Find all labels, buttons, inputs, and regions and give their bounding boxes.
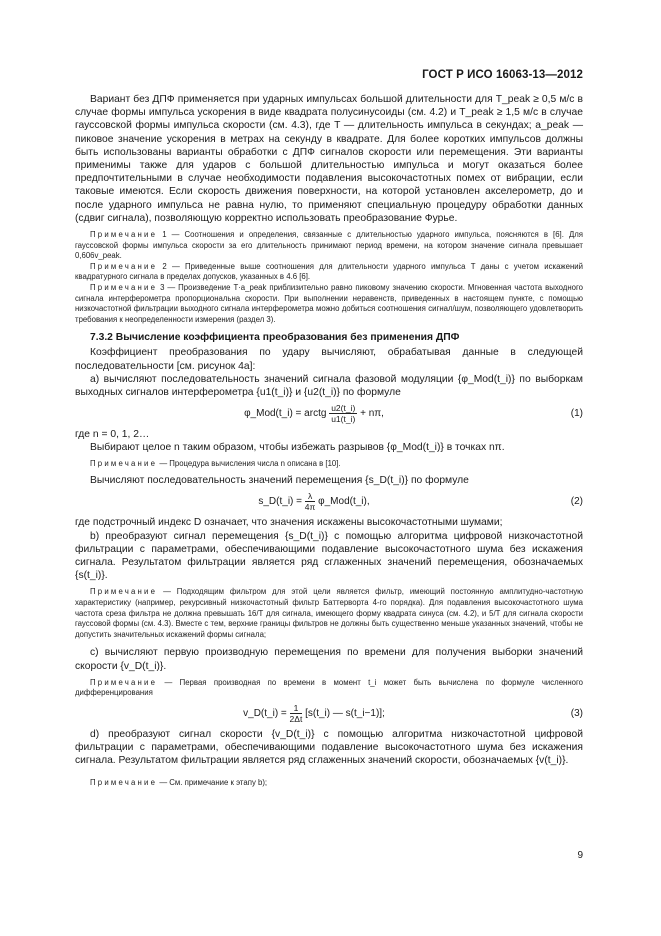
formula-1: φ_Mod(t_i) = arctg $\frac{u2(t\_i)}{u1(t\_i)}$ + nπ, (1): [244, 403, 583, 425]
note: Примечание — Процедура вычисления числа n описана в [10].: [90, 458, 341, 468]
note: Примечание — См. примечание к этапу b);: [90, 777, 268, 787]
paragraph: d) преобразуют сигнал скорости {v_D(t_i)} с помощью алгоритма низкочастотной цифровой фильтрации с параметрами, обеспечивающими подавление высокочастотного шума без искажения сигнала. Результатом фильтрации является ряд сглаженных значений скорости, обозначаемых {v(t_i)}.: [75, 728, 583, 767]
paragraph: Вычисляют последовательность значений перемещения {s_D(t_i)} по формуле: [90, 475, 469, 487]
note-label: Примечание: [90, 587, 158, 597]
document-header: ГОСТ Р ИСО 16063-13—2012: [422, 69, 583, 81]
note: Примечание — Подходящим фильтром для этой цели является фильтр, имеющий постоянную амплитудно-частотную характеристику (например, рекурсивный низкочастотный фильтр Баттерворта 4-го порядка). Для подавления высокочастотного шума частота среза фильтра не должна превышать 16/T для сигнала, имеющего форму квадрата синуса (см. 4.2), и 5/T для сигнала скорости гауссовой формы (см. 4.3). Вместе с тем, верхние границы фильтров не должны быть существенно меньше указанных значений, чтобы не допустить значительных искажений формы сигнала;: [75, 587, 584, 639]
paragraph: a) вычисляют последовательность значений сигнала фазовой модуляции {φ_Mod(t_i)} по выборкам выходных сигналов интерферометра {u1(t_i)} и {u2(t_i)} по формуле: [75, 373, 583, 398]
paragraph: Выбирают целое n таким образом, чтобы избежать разрывов {φ_Mod(t_i)} в точках nπ.: [90, 442, 505, 454]
fraction: $\frac{u2(t\_i)}{u1(t\_i)}$: [331, 403, 356, 425]
note: Примечание 1 — Соотношения и определения, связанные с длительностью ударного импульса, поясняются в [6]. Для гауссовской формы импульса скорости за его длительность принимают период времени, на котором значение сигнала превышает 0,606v_peak.: [75, 230, 583, 261]
note-label: Примечание: [90, 458, 158, 468]
page-number: 9: [577, 850, 583, 861]
fraction: $\frac{1}{2\Delta t}$: [289, 702, 303, 724]
paragraph: b) преобразуют сигнал перемещения {s_D(t_i)} с помощью алгоритма цифровой низкочастотной фильтрации с параметрами, обеспечивающими подавление высокочастотного шума без искажения сигнала. Результатом фильтрации является ряд сглаженных значений перемещения, обозначаемых {s(t_i)}.: [75, 530, 583, 582]
note-label: Примечание: [90, 777, 158, 787]
note: Примечание 2 — Приведенные выше соотношения для длительности ударного импульса T даны с учетом искажений квадратурного сигнала в пределах допусков, указанных в 4.6 [6].: [75, 261, 583, 282]
section-heading: 7.3.2 Вычисление коэффициента преобразования без применения ДПФ: [90, 332, 460, 344]
formula-number: (3): [570, 707, 583, 719]
paragraph: где подстрочный индекс D означает, что значения искажены высокочастотными шумами;: [75, 517, 503, 529]
formula-3: v_D(t_i) = $\frac{1}{2\Delta t}$ [s(t_i) — s(t_i−1)]; (3): [243, 702, 583, 724]
formula-number: (2): [570, 496, 583, 508]
note-label: Примечание: [90, 677, 158, 687]
note: Примечание — Первая производная по времени в момент t_i может быть вычислена по формуле численного дифференцирования: [75, 677, 584, 698]
note-label: Примечание: [90, 283, 158, 292]
note-label: Примечание: [90, 261, 158, 271]
paragraph: Вариант без ДПФ применяется при ударных импульсах большой длительности для T_peak ≥ 0,5 м/с в случае формы импульса ускорения в виде квадрата полусинусоиды (см. 4.2) и T_peak ≥ 1,5 м/с в случае гауссовской формы импульса скорости (см. 4.3), где T — длительность импульса в секундах; a_peak — пиковое значение ускорения в метрах на секунду в квадрате. Для более коротких импульсов должны быть использованы варианты обработки с ДПФ сигналов скорости или перемещения. Эти варианты применимы также для ударов с большой длительностью импульса и могут оказаться более предпочтительными в случае необходимости подавления высокочастотных помех от вибрации, если таковые имеются. Если скорость движения поверхности, на которой установлен акселерометр, до и после ударного импульса не равна нулю, то применяют специальную процедуру обработки данных (сдвиг сигнала), позволяющую корректно использовать преобразование Фурье.: [75, 94, 583, 224]
page-content: [75, 93, 583, 788]
paragraph: c) вычисляют первую производную перемещения по времени для получения выборки значений скорости {v_D(t_i)}.: [75, 647, 583, 672]
paragraph: где n = 0, 1, 2…: [75, 429, 150, 441]
fraction: $\frac{\lambda}{4\pi}$: [304, 491, 316, 513]
formula-2: s_D(t_i) = $\frac{\lambda}{4\pi}$ φ_Mod(t_i), (2): [258, 491, 583, 513]
paragraph: Коэффициент преобразования по удару вычисляют, обрабатывая данные в следующей последовательности [см. рисунок 4а]:: [75, 347, 583, 372]
note: Примечание 3 — Произведение T·a_peak приблизительно равно пиковому значению скорости. Мгновенная частота выходного сигнала интерферометра пропорциональна скорости. При выполнении неравенств, приведенных в настоящем пункте, с помощью низкочастотной фильтрации выходного сигнала интерферометра можно добиться соотношения сигнал/шум, позволяющего удовлетворить требования к неопределенности измерения (раздел 3).: [75, 283, 583, 324]
note-label: Примечание: [90, 230, 158, 240]
formula-number: (1): [570, 408, 583, 420]
